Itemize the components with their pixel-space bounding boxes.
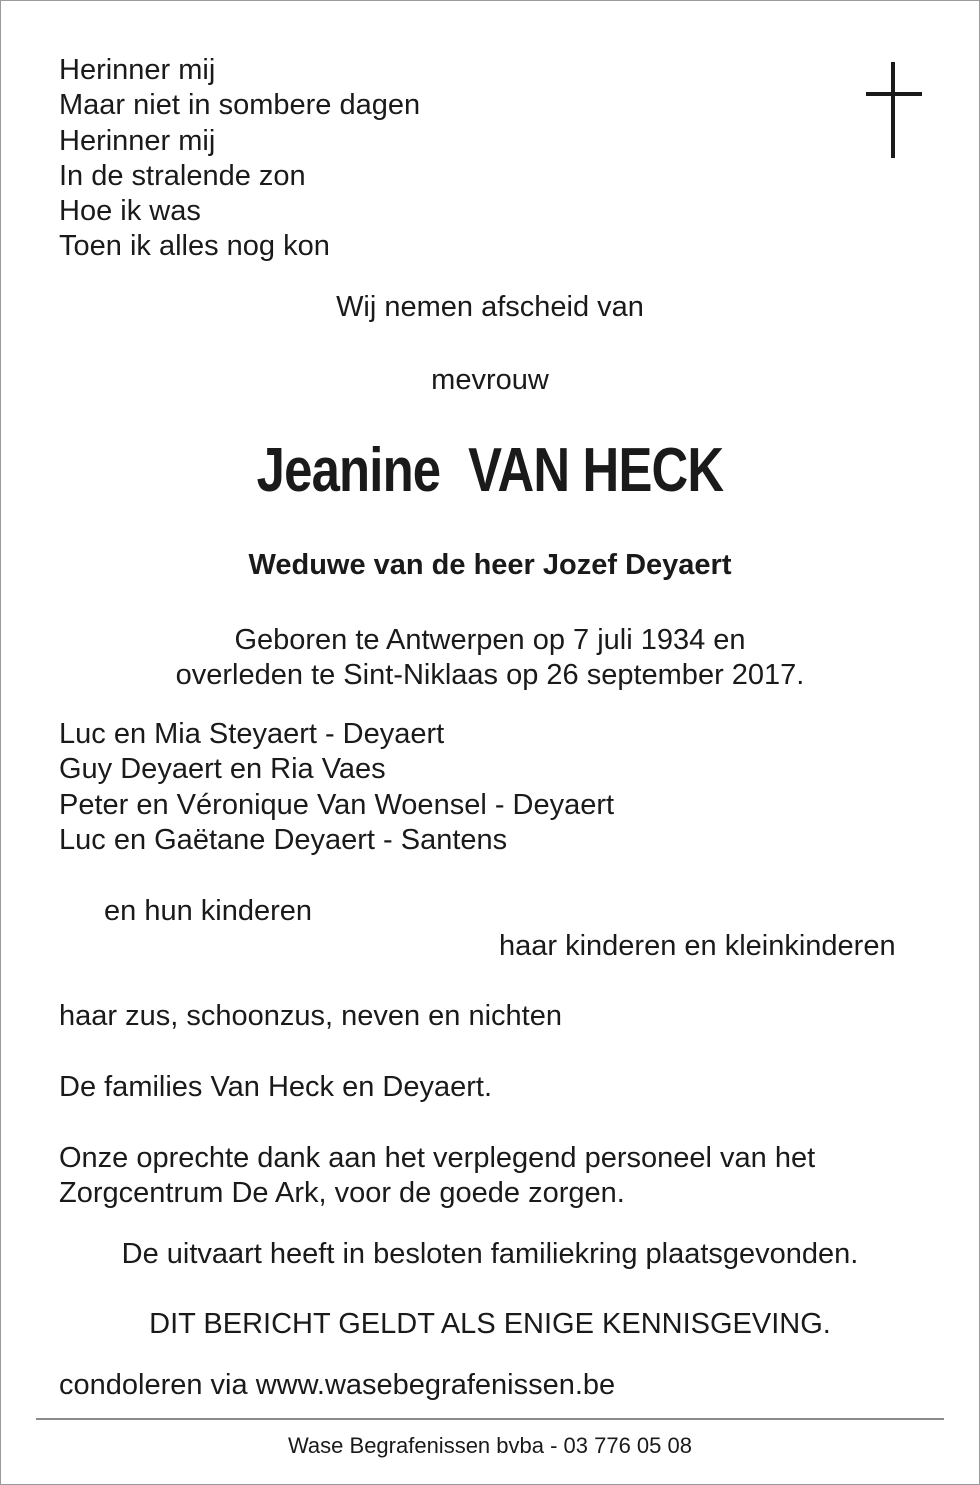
relatives: haar zus, schoonzus, neven en nichten bbox=[59, 1000, 562, 1032]
latin-cross-icon bbox=[866, 62, 922, 158]
poem bbox=[59, 53, 420, 265]
poem-line: In de stralende zon bbox=[59, 159, 306, 192]
poem-line: Toen ik alles nog kon bbox=[59, 230, 330, 263]
poem-line: Herinner mij bbox=[59, 54, 216, 86]
death-line: overleden te Sint-Niklaas op 26 september 2017. bbox=[175, 659, 805, 691]
widow-of: Weduwe van de heer Jozef Deyaert bbox=[248, 549, 732, 581]
footer-divider bbox=[36, 1418, 944, 1420]
families: De families Van Heck en Deyaert. bbox=[59, 1071, 493, 1103]
poem-line: Hoe ik was bbox=[59, 195, 201, 228]
first-name: Jeanine bbox=[256, 436, 441, 505]
deceased-name bbox=[88, 436, 892, 506]
footer-text: Wase Begrafenissen bvba - 03 776 05 08 bbox=[287, 1433, 692, 1458]
thanks-line: Onze oprechte dank aan het verplegend personeel van het bbox=[59, 1142, 816, 1174]
family-list bbox=[59, 717, 614, 858]
poem-line: Herinner mij bbox=[59, 124, 216, 157]
condolences-url[interactable]: www.wasebegrafenissen.be bbox=[255, 1369, 616, 1401]
her-children: haar kinderen en kleinkinderen bbox=[499, 930, 896, 962]
family-member: Peter en Véronique Van Woensel - Deyaert bbox=[59, 788, 615, 821]
condolences-prefix: condoleren via bbox=[59, 1369, 256, 1401]
funeral-notice: De uitvaart heeft in besloten familiekring plaatsgevonden. bbox=[121, 1238, 859, 1270]
intro-text: Wij nemen afscheid van bbox=[336, 291, 644, 323]
birth-line: Geboren te Antwerpen op 7 juli 1934 en bbox=[234, 624, 746, 656]
last-name: VAN HECK bbox=[468, 436, 724, 505]
poem-line: Maar niet in sombere dagen bbox=[59, 89, 421, 122]
announcement-notice: DIT BERICHT GELDT ALS ENIGE KENNISGEVING. bbox=[149, 1308, 831, 1340]
condolences bbox=[59, 1368, 615, 1403]
family-member: Luc en Mia Steyaert - Deyaert bbox=[59, 718, 445, 750]
their-children: en hun kinderen bbox=[104, 895, 312, 927]
family-member: Guy Deyaert en Ria Vaes bbox=[59, 753, 386, 786]
family-member: Luc en Gaëtane Deyaert - Santens bbox=[59, 823, 508, 856]
title-prefix: mevrouw bbox=[431, 364, 549, 396]
thanks-line: Zorgcentrum De Ark, voor de goede zorgen. bbox=[59, 1177, 625, 1209]
